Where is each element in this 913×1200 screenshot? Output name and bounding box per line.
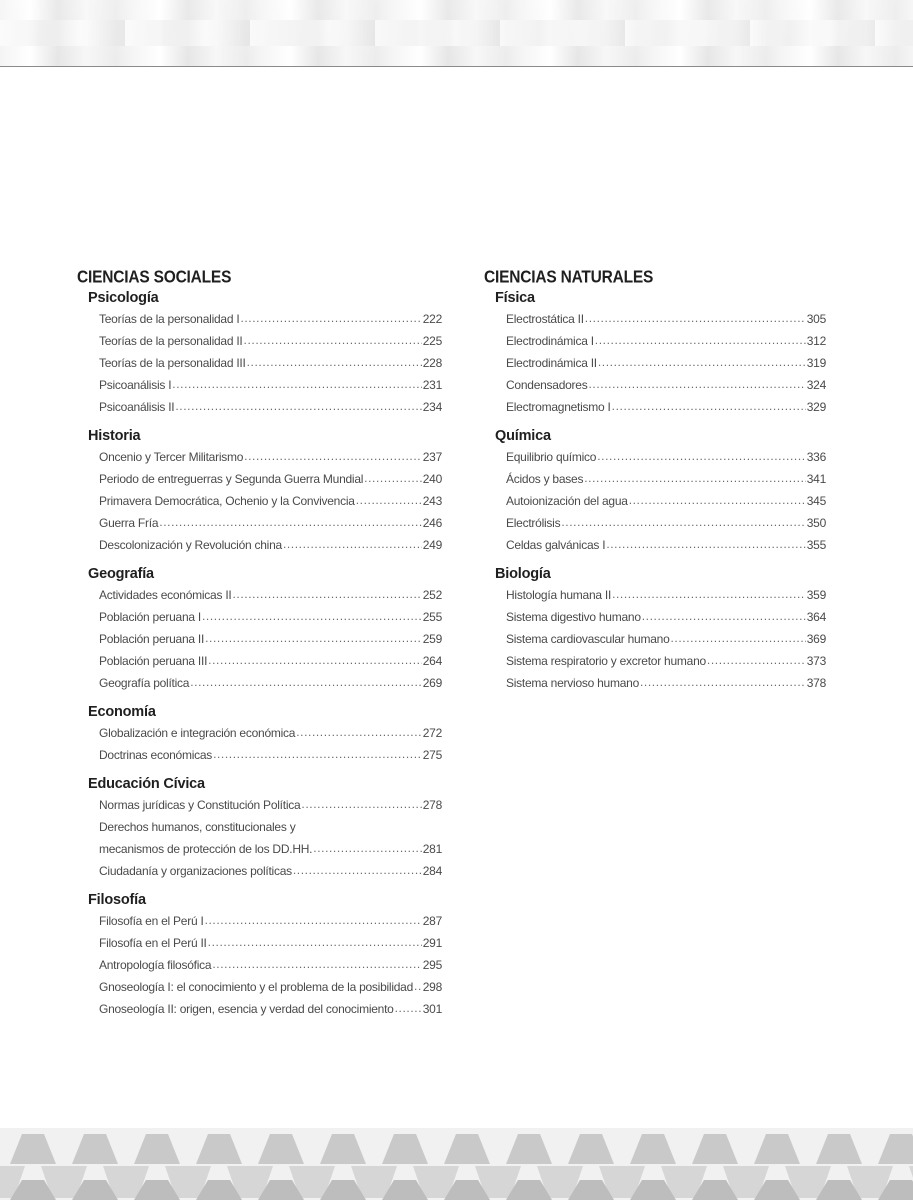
toc-entry[interactable] [99, 838, 442, 860]
toc-entry-title: Filosofía en el Perú II [99, 936, 207, 950]
toc-entry[interactable] [506, 606, 826, 628]
dot-leader [208, 931, 422, 953]
toc-entry-title: Histología humana II [506, 588, 612, 602]
toc-column-ciencias-naturales [484, 268, 826, 694]
toc-entry-page: 312 [806, 334, 826, 348]
toc-entry[interactable] [99, 512, 442, 534]
dot-leader [247, 351, 422, 373]
toc-entry-page: 225 [422, 334, 442, 348]
toc-entry[interactable] [506, 446, 826, 468]
toc-entry-page: 275 [422, 748, 442, 762]
toc-entry[interactable] [99, 998, 442, 1020]
toc-entry-title: Sistema cardiovascular humano [506, 632, 670, 646]
section-title: Filosofía [88, 892, 146, 908]
toc-entry-title: Autoionización del agua [506, 494, 628, 508]
dot-leader [244, 445, 422, 467]
pattern-shape [568, 1134, 614, 1164]
dot-leader [205, 627, 422, 649]
toc-entry-page: 359 [806, 588, 826, 602]
toc-entry-title: Geografía política [99, 676, 190, 690]
toc-entry-page: 243 [422, 494, 442, 508]
bottom-decorative-banner [0, 1128, 913, 1200]
toc-section [88, 556, 442, 694]
toc-entry[interactable] [99, 308, 442, 330]
toc-entry-page: 373 [806, 654, 826, 668]
toc-entry[interactable] [99, 490, 442, 512]
dot-leader [395, 997, 422, 1019]
toc-entry-page: 228 [422, 356, 442, 370]
toc-entry-page: 378 [806, 676, 826, 690]
toc-entry-page: 249 [422, 538, 442, 552]
toc-entry-page: 355 [806, 538, 826, 552]
toc-entry-list [99, 722, 442, 766]
toc-entry-list [99, 794, 442, 882]
dot-leader [561, 511, 805, 533]
toc-entry-title: Electromagnetismo I [506, 400, 611, 414]
pattern-shape [630, 1134, 676, 1164]
pattern-shape [72, 1134, 118, 1164]
toc-entry-page: 364 [806, 610, 826, 624]
toc-entry[interactable] [506, 308, 826, 330]
dot-leader [208, 649, 422, 671]
toc-entry-title: Condensadores [506, 378, 588, 392]
toc-section [88, 694, 442, 766]
toc-entry[interactable] [99, 976, 442, 998]
dot-leader [356, 489, 422, 511]
toc-entry[interactable] [506, 534, 826, 556]
dot-leader [301, 793, 421, 815]
dot-leader [629, 489, 806, 511]
pattern-shape [444, 1134, 490, 1164]
toc-entry-title: Sistema digestivo humano [506, 610, 641, 624]
dot-leader [612, 583, 806, 605]
toc-entry[interactable] [99, 468, 442, 490]
pattern-shape [816, 1134, 862, 1164]
pattern-shape [134, 1134, 180, 1164]
toc-section [88, 418, 442, 556]
toc-entry-page: 369 [806, 632, 826, 646]
dot-leader [190, 671, 421, 693]
toc-entry-title: Sistema nervioso humano [506, 676, 639, 690]
toc-entry[interactable] [506, 374, 826, 396]
toc-entry-page: 341 [806, 472, 826, 486]
toc-entry[interactable] [99, 650, 442, 672]
toc-entry-title: Doctrinas económicas [99, 748, 213, 762]
dot-leader [313, 837, 421, 859]
dot-leader [212, 953, 421, 975]
toc-section [88, 288, 442, 418]
toc-entry-title: Electrólisis [506, 516, 561, 530]
section-title: Física [495, 290, 535, 306]
toc-entry-title: Población peruana III [99, 654, 208, 668]
toc-entry-title: Gnoseología I: el conocimiento y el problema de la posibilidad [99, 980, 414, 994]
dot-leader [612, 395, 806, 417]
toc-entry-title: Normas jurídicas y Constitución Política [99, 798, 301, 812]
toc-entry[interactable] [99, 722, 442, 744]
dot-leader [293, 859, 422, 881]
toc-entry-title: Población peruana II [99, 632, 205, 646]
toc-column-ciencias-sociales [77, 268, 442, 1020]
dot-leader [588, 373, 805, 395]
dot-leader [232, 583, 421, 605]
toc-entry-page: 336 [806, 450, 826, 464]
dot-leader [240, 307, 421, 329]
toc-entry-page: 284 [422, 864, 442, 878]
toc-section [88, 882, 442, 1020]
dot-leader [364, 467, 422, 489]
top-decorative-banner [0, 0, 913, 67]
toc-entry-title: Población peruana I [99, 610, 201, 624]
toc-entry-list [99, 584, 442, 694]
toc-section [88, 766, 442, 882]
toc-entry-list [506, 446, 826, 556]
dot-leader [175, 395, 421, 417]
toc-entry-title: Teorías de la personalidad III [99, 356, 246, 370]
toc-entry-title: Ciudadanía y organizaciones políticas [99, 864, 292, 878]
toc-sections [77, 288, 442, 1020]
toc-entry[interactable] [99, 446, 442, 468]
dot-leader [172, 373, 421, 395]
toc-entry[interactable] [99, 330, 442, 352]
toc-entry-title: Periodo de entreguerras y Segunda Guerra Mundial [99, 472, 364, 486]
pattern-shape [258, 1134, 304, 1164]
dot-leader [414, 975, 422, 997]
section-title: Economía [88, 704, 156, 720]
toc-entry-title: Electrostática II [506, 312, 584, 326]
toc-entry-page: 252 [422, 588, 442, 602]
toc-entry-title: Equilibrio químico [506, 450, 597, 464]
toc-sections [484, 288, 826, 694]
toc-entry-page: 345 [806, 494, 826, 508]
dot-leader [640, 671, 806, 693]
section-title: Historia [88, 428, 141, 444]
pattern-shape [692, 1134, 738, 1164]
toc-entry-title: Oncenio y Tercer Militarismo [99, 450, 244, 464]
pattern-shape [10, 1134, 56, 1164]
pattern-shape [754, 1134, 800, 1164]
toc-entry-title: Actividades económicas II [99, 588, 232, 602]
toc-entry[interactable] [506, 396, 826, 418]
toc-entry-title: Antropología filosófica [99, 958, 212, 972]
toc-entry[interactable] [99, 910, 442, 932]
toc-entry[interactable] [99, 672, 442, 694]
toc-entry[interactable] [506, 352, 826, 374]
dot-leader [606, 533, 805, 555]
toc-entry-title: Primavera Democrática, Ochenio y la Convivencia [99, 494, 355, 508]
toc-entry-page: 350 [806, 516, 826, 530]
toc-entry-title: Electrodinámica II [506, 356, 597, 370]
toc-entry[interactable] [99, 396, 442, 418]
toc-entry-page: 278 [422, 798, 442, 812]
toc-entry-page: 269 [422, 676, 442, 690]
section-title: Educación Cívica [88, 776, 205, 792]
dot-leader [597, 445, 806, 467]
toc-section [495, 288, 826, 418]
toc-entry[interactable] [506, 490, 826, 512]
toc-entry-list [506, 584, 826, 694]
toc-entry-title: Teorías de la personalidad I [99, 312, 240, 326]
toc-entry[interactable] [99, 816, 442, 838]
toc-entry-title: Ácidos y bases [506, 472, 584, 486]
toc-entry[interactable] [99, 584, 442, 606]
toc-entry-page: 298 [422, 980, 442, 994]
pattern-shape [506, 1134, 552, 1164]
toc-entry[interactable] [506, 330, 826, 352]
toc-section [495, 418, 826, 556]
dot-leader [159, 511, 421, 533]
toc-entry-title: Sistema respiratorio y excretor humano [506, 654, 706, 668]
toc-entry[interactable] [506, 672, 826, 694]
toc-entry-page: 272 [422, 726, 442, 740]
toc-entry-list [99, 910, 442, 1020]
dot-leader [642, 605, 806, 627]
toc-entry[interactable] [99, 794, 442, 816]
toc-entry-title: Gnoseología II: origen, esencia y verdad del conocimiento [99, 1002, 394, 1016]
toc-entry[interactable] [506, 468, 826, 490]
toc-entry-page: 281 [422, 842, 442, 856]
dot-leader [296, 721, 422, 743]
toc-entry-page: 222 [422, 312, 442, 326]
toc-entry-page: 264 [422, 654, 442, 668]
dot-leader [213, 743, 422, 765]
toc-entry[interactable] [99, 744, 442, 766]
toc-section [495, 556, 826, 694]
toc-entry-title: Derechos humanos, constitucionales y [99, 820, 296, 834]
toc-entry[interactable] [99, 954, 442, 976]
toc-entry[interactable] [506, 512, 826, 534]
toc-entry[interactable] [99, 932, 442, 954]
section-title: Química [495, 428, 551, 444]
toc-entry-title: Globalización e integración económica [99, 726, 296, 740]
toc-entry-title: mecanismos de protección de los DD.HH. [99, 842, 313, 856]
toc-entry-page: 324 [806, 378, 826, 392]
toc-entry-title: Psicoanálisis II [99, 400, 175, 414]
toc-entry-page: 246 [422, 516, 442, 530]
toc-entry-page: 240 [422, 472, 442, 486]
pattern-shape [878, 1134, 913, 1164]
toc-entry-list [506, 308, 826, 418]
dot-leader [671, 627, 806, 649]
toc-entry-title: Filosofía en el Perú I [99, 914, 204, 928]
dot-leader [283, 533, 422, 555]
dot-leader [205, 909, 422, 931]
toc-entry-title: Descolonización y Revolución china [99, 538, 282, 552]
toc-entry[interactable] [99, 860, 442, 882]
toc-entry-page: 237 [422, 450, 442, 464]
pattern-shape [320, 1134, 366, 1164]
dot-leader [244, 329, 422, 351]
main-heading: CIENCIAS NATURALES [484, 268, 654, 288]
section-title: Psicología [88, 290, 159, 306]
toc-entry-title: Celdas galvánicas I [506, 538, 606, 552]
toc-entry-page: 301 [422, 1002, 442, 1016]
toc-entry[interactable] [506, 584, 826, 606]
toc-entry[interactable] [99, 352, 442, 374]
toc-entry-page: 231 [422, 378, 442, 392]
toc-entry-page: 291 [422, 936, 442, 950]
section-title: Geografía [88, 566, 154, 582]
toc-entry-page: 234 [422, 400, 442, 414]
toc-entry[interactable] [99, 628, 442, 650]
toc-entry-title: Electrodinámica I [506, 334, 594, 348]
toc-entry[interactable] [506, 628, 826, 650]
main-heading: CIENCIAS SOCIALES [77, 268, 232, 288]
toc-entry-page: 259 [422, 632, 442, 646]
toc-entry-title: Guerra Fría [99, 516, 159, 530]
dot-leader [584, 467, 806, 489]
dot-leader [595, 329, 806, 351]
dot-leader [585, 307, 806, 329]
toc-entry[interactable] [99, 606, 442, 628]
pattern-shape [382, 1134, 428, 1164]
toc-entry[interactable] [99, 534, 442, 556]
pattern-shape [196, 1134, 242, 1164]
dot-leader [707, 649, 806, 671]
toc-entry-title: Psicoanálisis I [99, 378, 172, 392]
toc-entry-page: 329 [806, 400, 826, 414]
toc-entry-page: 305 [806, 312, 826, 326]
toc-entry-page: 295 [422, 958, 442, 972]
dot-leader [598, 351, 806, 373]
toc-entry-page: 287 [422, 914, 442, 928]
toc-entry-list [99, 308, 442, 418]
dot-leader [202, 605, 422, 627]
toc-entry-list [99, 446, 442, 556]
toc-entry[interactable] [99, 374, 442, 396]
toc-entry-title: Teorías de la personalidad II [99, 334, 243, 348]
section-title: Biología [495, 566, 551, 582]
toc-entry-page: 319 [806, 356, 826, 370]
toc-entry[interactable] [506, 650, 826, 672]
toc-entry-page: 255 [422, 610, 442, 624]
